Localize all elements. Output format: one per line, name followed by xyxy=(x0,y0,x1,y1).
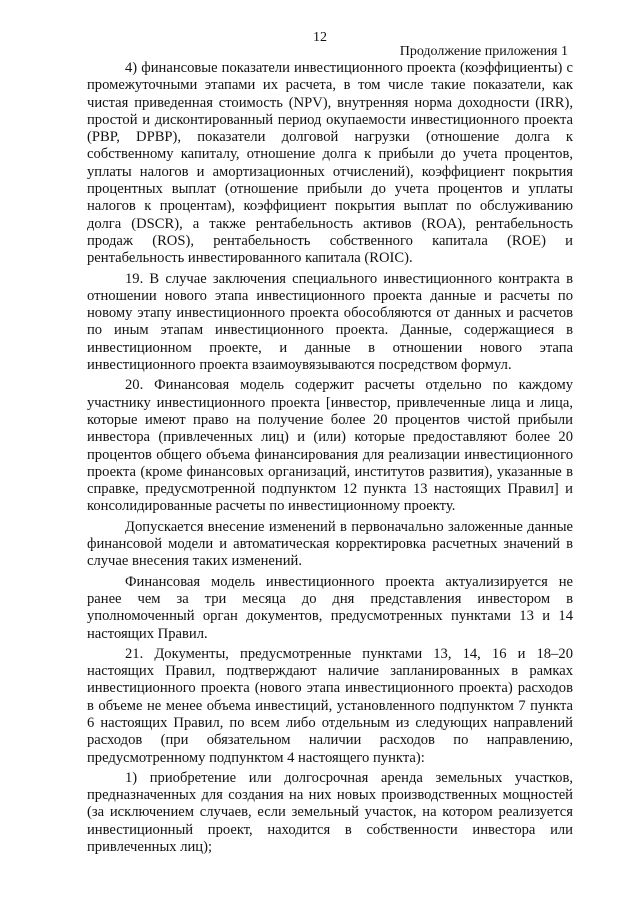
paragraph-subitem-1: 1) приобретение или долгосрочная аренда земельных участков, предназначенных для создания на них новых производственных мощностей (за исключением случаев, если земельный участок, на котором реализуется инвестиционный проект, находится в собственности инвестора или привлеченных лиц); xyxy=(87,769,573,856)
paragraph-financial-indicators: 4) финансовые показатели инвестиционного проекта (коэффициенты) с промежуточными этапами их расчета, в том числе такие показатели, как чистая приведенная стоимость (NPV), внутренняя норма доходности (IRR), простой и дисконтированный период окупаемости инвестиционного проекта (PBP, DPBP), показатели долговой нагрузки (отношение долга к собственному капиталу, отношение долга к прибыли до учета процентов, уплаты налогов и амортизационных отчислений), коэффициент покрытия процентных выплат (отношение прибыли до учета процентов и уплаты налогов к процентам), коэффициент покрытия выплат по обслуживанию долга (DSCR), а также рентабельность активов (ROA), рентабельность продаж (ROS), рентабельность собственного капитала (ROE) и рентабельность инвестированного капитала (ROIC). xyxy=(87,60,573,267)
appendix-continuation-note: Продолжение приложения 1 xyxy=(399,44,568,59)
paragraph-model-changes: Допускается внесение изменений в первоначально заложенные данные финансовой модели и автоматическая корректировка расчетных значений в случае внесения таких изменений. xyxy=(87,518,573,570)
paragraph-item-20: 20. Финансовая модель содержит расчеты отдельно по каждому участнику инвестиционного проекта [инвестор, привлеченные лица и лица, которые имеют право на получение более 20 процентов чистой прибыли инвестора (привлеченных лиц) и (или) которые предоставляют более 20 процентов общего объема финансирования для реализации инвестиционного проекта (кроме финансовых организаций, институтов развития), указанные в справке, предусмотренной подпунктом 12 пункта 13 настоящих Правил] и консолидированные расчеты по инвестиционному проекту. xyxy=(87,377,573,515)
paragraph-item-19: 19. В случае заключения специального инвестиционного контракта в отношении нового этапа инвестиционного проекта данные и расчеты по новому этапу инвестиционного проекта обособляются от данных и расчетов по иным этапам инвестиционного проекта. Данные, содержащиеся в инвестиционном проекте, и данные в отношении нового этапа инвестиционного проекта взаимоувязываются посредством формул. xyxy=(87,270,573,374)
paragraph-model-update: Финансовая модель инвестиционного проекта актуализируется не ранее чем за три месяца до дня представления инвестором в уполномоченный орган документов, предусмотренных пунктами 13 и 14 настоящих Правил. xyxy=(87,573,573,642)
page-number: 12 xyxy=(313,30,327,45)
document-body xyxy=(87,60,573,859)
paragraph-item-21: 21. Документы, предусмотренные пунктами 13, 14, 16 и 18–20 настоящих Правил, подтверждают наличие запланированных в рамках инвестиционного проекта (нового этапа инвестиционного проекта) расходов в объеме не менее объема инвестиций, установленного подпунктом 7 пункта 6 настоящих Правил, по всем либо отдельным из следующих направлений расходов (при обязательном наличии расходов по направлению, предусмотренному подпунктом 4 настоящего пункта): xyxy=(87,645,573,766)
